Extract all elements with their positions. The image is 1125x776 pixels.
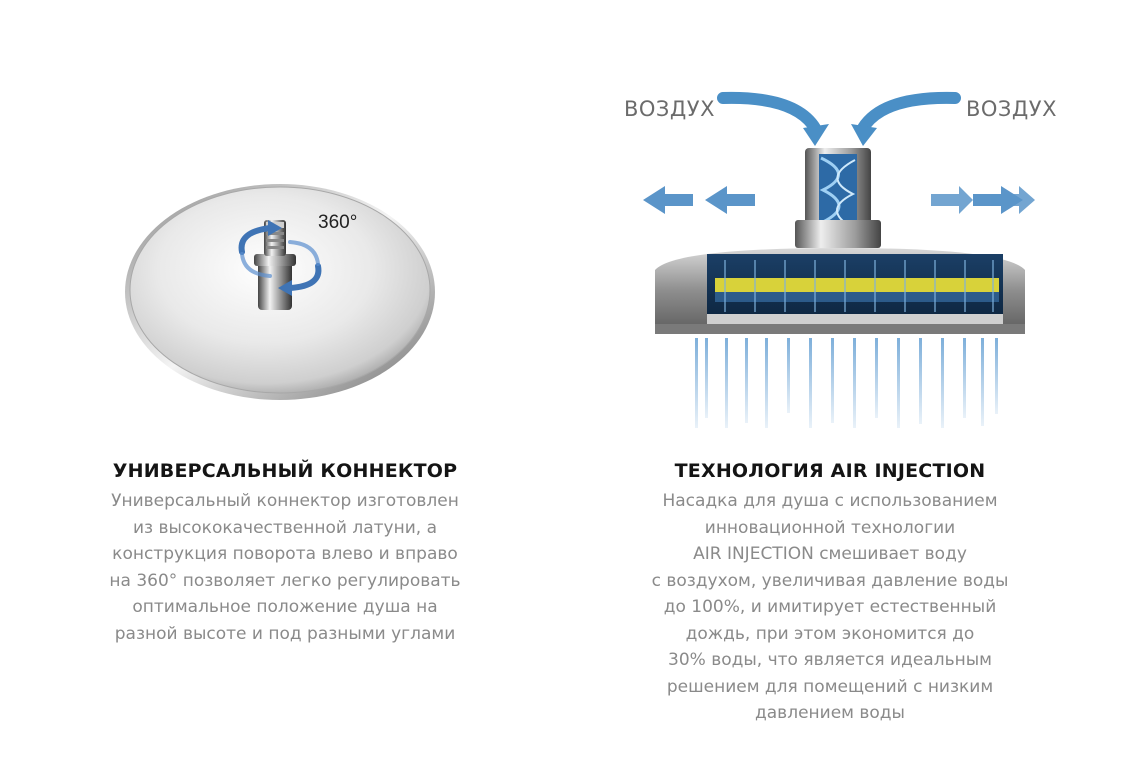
inlet-pipe xyxy=(795,148,881,248)
air-injection-diagram xyxy=(615,88,1065,438)
air-injection-description xyxy=(570,460,1090,727)
air-injection-text-line: инновационной технологии xyxy=(704,517,956,538)
air-injection-text-line: 30% воды, что является идеальным xyxy=(668,650,992,670)
air-label-left: ВОЗДУХ xyxy=(624,97,715,121)
connector-title: УНИВЕРСАЛЬНЫЙ КОННЕКТОР xyxy=(112,460,458,482)
shower-head-cross-section xyxy=(655,248,1025,334)
air-injection-text-line: решением для помещений с низким xyxy=(666,676,994,697)
connector-text-line: на 360° позволяет легко регулировать xyxy=(109,570,461,591)
shower-head-image xyxy=(120,170,450,410)
air-inflow-arrows-icon xyxy=(723,98,955,146)
connector-description xyxy=(60,460,510,647)
air-injection-text-line: Насадка для душа с использованием xyxy=(662,491,998,511)
air-injection-text-line: с воздухом, увеличивая давление воды xyxy=(651,570,1009,591)
connector-text-line: из высококачественной латуни, а xyxy=(133,517,437,538)
air-label-right: ВОЗДУХ xyxy=(966,97,1057,121)
air-injection-title: ТЕХНОЛОГИЯ AIR INJECTION xyxy=(674,460,986,482)
connector-text-line: конструкция поворота влево и вправо xyxy=(112,544,458,564)
connector-text-line: оптимальное положение душа на xyxy=(132,597,438,617)
air-injection-text-line: давлением воды xyxy=(755,703,905,723)
connector-text-line: Универсальный коннектор изготовлен xyxy=(111,491,459,511)
air-injection-text-line: AIR INJECTION смешивает воду xyxy=(693,544,967,564)
rotation-angle-label: 360° xyxy=(318,212,358,233)
connector-text-line: разной высоте и под разными углами xyxy=(114,623,456,644)
water-spray xyxy=(695,338,998,428)
air-injection-text-line: до 100%, и имитирует естественный xyxy=(663,597,997,617)
air-injection-text-line: дождь, при этом экономится до xyxy=(685,623,975,644)
